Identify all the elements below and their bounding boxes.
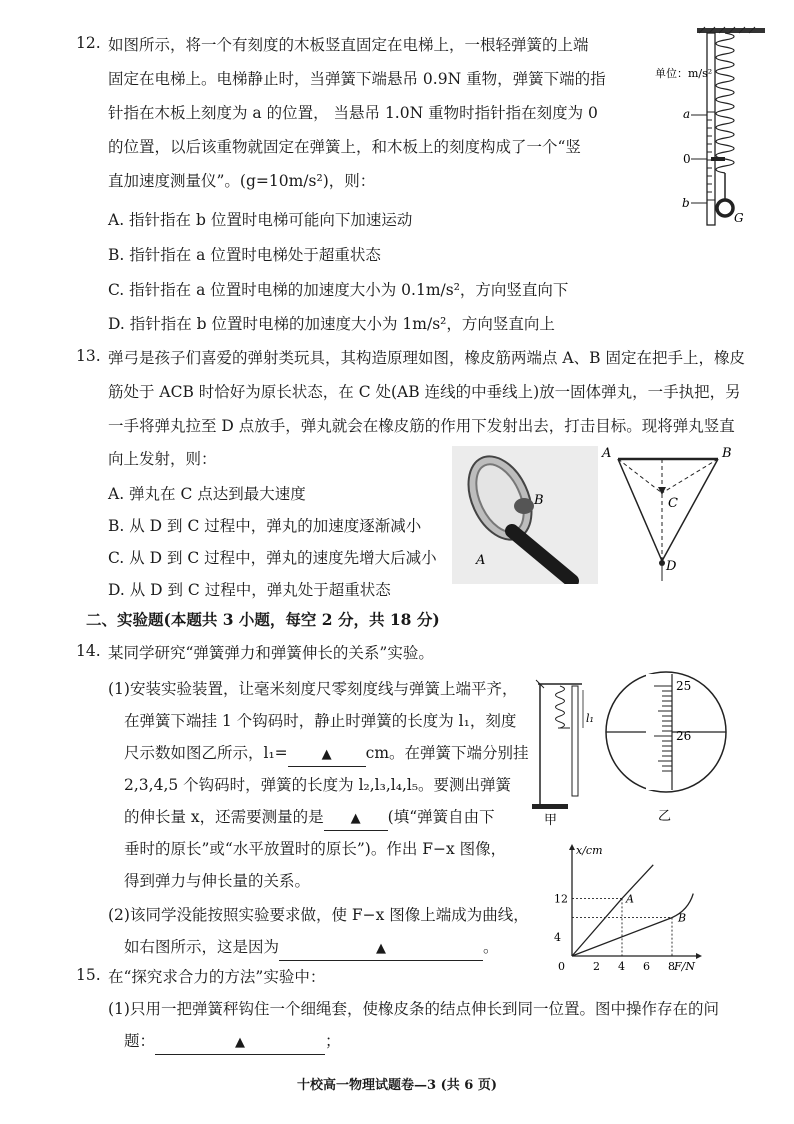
accelerometer-label-a: a (683, 107, 691, 121)
q12-line-2: 固定在电梯上。电梯静止时，当弹簧下端悬吊 0.9N 重物，弹簧下端的指 (108, 70, 606, 88)
q12-option-d: D. 指针指在 b 位置时电梯的加速度大小为 1m/s²，方向竖直向上 (108, 315, 555, 333)
jia-label: 甲 (544, 813, 558, 828)
q14-title: 某同学研究“弹簧弹力和弹簧伸长的关系”实验。 (108, 644, 434, 662)
yi-tick-26: 26 (676, 729, 692, 743)
q14-p1-line-4: 2,3,4,5 个钩码时，弹簧的长度为 l₂,l₃,l₄,l₅。要测出弹簧 (124, 776, 512, 794)
q14-number: 14. (76, 642, 101, 660)
q13-number: 13. (76, 347, 101, 365)
y-tick-label: 12 (554, 892, 568, 906)
q12-line-4: 的位置，以后该重物就固定在弹簧上，和木板上的刻度构成了一个“竖 (108, 138, 581, 156)
diagram-label-a: A (602, 446, 612, 461)
fx-chart (546, 842, 706, 978)
q14-p2-line-2: 如右图所示，这是因为 ▲ 。 (124, 936, 499, 961)
x-tick-label: 2 (593, 960, 600, 973)
q14-p1-line-2: 在弹簧下端挂 1 个钩码时，静止时弹簧的长度为 l₁，刻度 (124, 712, 517, 730)
l1-answer-blank[interactable]: ▲ (288, 742, 366, 767)
q12-line-5: 直加速度测量仪”。(g=10m/s²)，则： (108, 172, 376, 190)
accelerometer-label-g: G (734, 211, 744, 225)
x-axis-arrow (696, 953, 702, 959)
figure-yi (602, 670, 730, 828)
x-tick-label: 4 (618, 960, 625, 973)
section-heading: 二、实验题(本题共 3 小题，每空 2 分，共 18 分) (86, 610, 440, 629)
q15-p1-line-1: (1)只用一把弹簧秤钩住一个细绳套，使橡皮条的结点伸长到同一位置。图中操作存在的问 (108, 1000, 719, 1018)
y-axis-label: x/cm (576, 844, 603, 857)
q15-number: 15. (76, 966, 101, 984)
q12-number: 12. (76, 34, 101, 52)
slingshot-diagram (600, 445, 740, 583)
q13-line-4: 向上发射，则： (108, 450, 217, 468)
accelerometer-figure (655, 24, 767, 234)
accelerometer-label-b: b (682, 196, 690, 210)
q12-option-c: C. 指针指在 a 位置时电梯的加速度大小为 0.1m/s²，方向竖直向下 (108, 281, 569, 299)
q13-line-1: 弹弓是孩子们喜爱的弹射类玩具，其构造原理如图，橡皮筋两端点 A、B 固定在把手上，橡皮 (108, 349, 745, 367)
photo-label-a: A (476, 553, 486, 568)
q12-option-a: A. 指针指在 b 位置时电梯可能向下加速运动 (108, 211, 413, 229)
q14-p1-line-1: (1)安装实验装置，让毫米刻度尺零刻度线与弹簧上端平齐， (108, 680, 518, 698)
diagram-label-b: B (722, 446, 732, 461)
q12-line-3: 针指在木板上刻度为 a 的位置， 当悬吊 1.0N 重物时指针指在刻度为 0 (108, 104, 598, 122)
q12-option-b: B. 指针指在 a 位置时电梯处于超重状态 (108, 246, 381, 264)
y-axis-arrow (569, 844, 575, 850)
q13-option-c: C. 从 D 到 C 过程中，弹丸的速度先增大后减小 (108, 549, 437, 567)
q14-p1-line-6: 垂时的原长”或“水平放置时的原长”)。作出 F−x 图像， (124, 840, 507, 858)
q15-problem-blank[interactable]: ▲ (155, 1030, 325, 1055)
accelerometer-label-0: 0 (683, 152, 691, 166)
reason-answer-blank[interactable]: ▲ (279, 936, 483, 961)
yi-label: 乙 (658, 809, 672, 824)
q13-line-3: 一手将弹丸拉至 D 点放手，弹丸就会在橡皮筋的作用下发射出去，打击目标。现将弹丸竖直 (108, 417, 735, 435)
q15-title: 在“探究求合力的方法”实验中： (108, 968, 326, 986)
photo-label-b: B (534, 493, 544, 508)
series-line-A (572, 865, 653, 956)
q14-p2-line-1: (2)该同学没能按照实验要求做，使 F−x 图像上端成为曲线， (108, 906, 529, 924)
q12-line-1: 如图所示，将一个有刻度的木板竖直固定在电梯上，一根轻弹簧的上端 (108, 36, 589, 54)
x-axis-label: F/N (674, 960, 695, 973)
x-tick-label: 0 (558, 960, 565, 973)
measure-answer-blank[interactable]: ▲ (324, 806, 388, 831)
jia-l1-label: l₁ (586, 712, 594, 725)
y-tick-label: 4 (554, 930, 561, 944)
q15-p1-line-2: 题： ▲ ； (124, 1030, 341, 1055)
x-tick-label: 6 (643, 960, 650, 973)
accelerometer-unit: 单位：m/s² (655, 67, 713, 80)
diagram-label-d: D (666, 559, 677, 574)
q14-p1-line-5: 的伸长量 x，还需要测量的是 ▲ (填“弹簧自由下 (124, 806, 495, 831)
q13-line-2: 筋处于 ACB 时恰好为原长状态，在 C 处(AB 连线的中垂线上)放一固体弹丸，一手执把，另 (108, 383, 741, 401)
slingshot-photo (452, 446, 598, 584)
q13-option-d: D. 从 D 到 C 过程中，弹丸处于超重状态 (108, 581, 391, 599)
page-footer: 十校高一物理试题卷—3 (共 6 页) (297, 1078, 497, 1093)
q13-option-a: A. 弹丸在 C 点达到最大速度 (108, 485, 306, 503)
q14-p1-line-7: 得到弹力与伸长量的关系。 (124, 872, 311, 890)
figure-jia (522, 668, 598, 828)
yi-tick-25: 25 (676, 679, 692, 693)
diagram-label-c: C (668, 496, 678, 511)
x-tick-label: 8 (668, 960, 675, 973)
q13-option-b: B. 从 D 到 C 过程中，弹丸的加速度逐渐减小 (108, 517, 422, 535)
point-label-b: B (678, 911, 687, 925)
point-label-a: A (626, 892, 634, 906)
q14-p1-line-3: 尺示数如图乙所示，l₁= ▲ cm。在弹簧下端分别挂 (124, 742, 529, 767)
